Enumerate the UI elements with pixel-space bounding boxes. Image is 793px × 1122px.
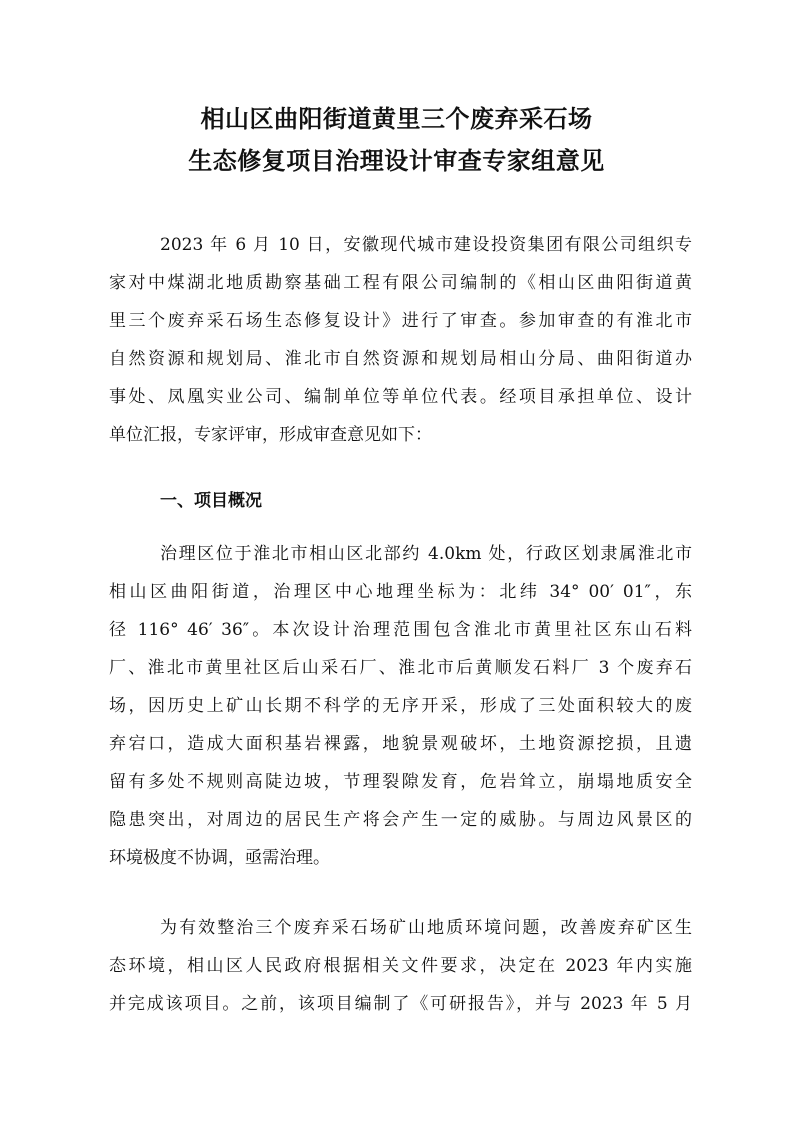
text-line: 厂、淮北市黄里社区后山采石厂、淮北市后黄顺发石料厂 3 个废弃石 [109,658,692,678]
text-line: 里三个废弃采石场生态修复设计》进行了审查。参加审查的有淮北市 [109,311,692,331]
text-line: 为有效整治三个废弃采石场矿山地质环境问题，改善废弃矿区生 [160,918,692,938]
text-line: 留有多处不规则高陡边坡，节理裂隙发育，危岩耸立，崩塌地质安全 [109,772,692,792]
paragraph-background [109,909,692,1023]
document-title-line-2: 生态修复项目治理设计审查专家组意见 [188,147,605,175]
paragraph-intro [109,226,692,454]
text-line: 单位汇报，专家评审，形成审查意见如下： [109,425,432,445]
text-line: 并完成该项目。之前，该项目编制了《可研报告》，并与 2023 年 5 月 [109,994,692,1014]
text-line: 态环境，相山区人民政府根据相关文件要求，决定在 2023 年内实施 [109,956,692,976]
text-line: 自然资源和规划局、淮北市自然资源和规划局相山分局、曲阳街道办 [109,349,692,369]
text-line: 家对中煤湖北地质勘察基础工程有限公司编制的《相山区曲阳街道黄 [109,273,692,293]
text-line: 治理区位于淮北市相山区北部约 4.0km 处，行政区划隶属淮北市 [160,544,692,564]
text-line: 相山区曲阳街道，治理区中心地理坐标为：北纬 34° 00′ 01″，东 [109,582,692,602]
text-line: 2023 年 6 月 10 日，安徽现代城市建设投资集团有限公司组织专 [160,235,692,255]
text-line: 场，因历史上矿山长期不科学的无序开采，形成了三处面积较大的废 [109,696,692,716]
text-line: 隐患突出，对周边的居民生产将会产生一定的威胁。与周边风景区的 [109,810,692,830]
paragraph-project-overview [109,535,692,877]
text-line: 环境极度不协调，亟需治理。 [109,848,330,868]
text-line: 径 116° 46′ 36″。本次设计治理范围包含淮北市黄里社区东山石料 [109,620,692,640]
text-line: 弃宕口，造成大面积基岩裸露，地貌景观破坏，土地资源挖损，且遗 [109,734,692,754]
section-heading-project-overview: 一、项目概况 [160,491,262,511]
text-line: 事处、凤凰实业公司、编制单位等单位代表。经项目承担单位、设计 [109,387,692,407]
document-title-line-1: 相山区曲阳街道黄里三个废弃采石场 [200,105,593,133]
